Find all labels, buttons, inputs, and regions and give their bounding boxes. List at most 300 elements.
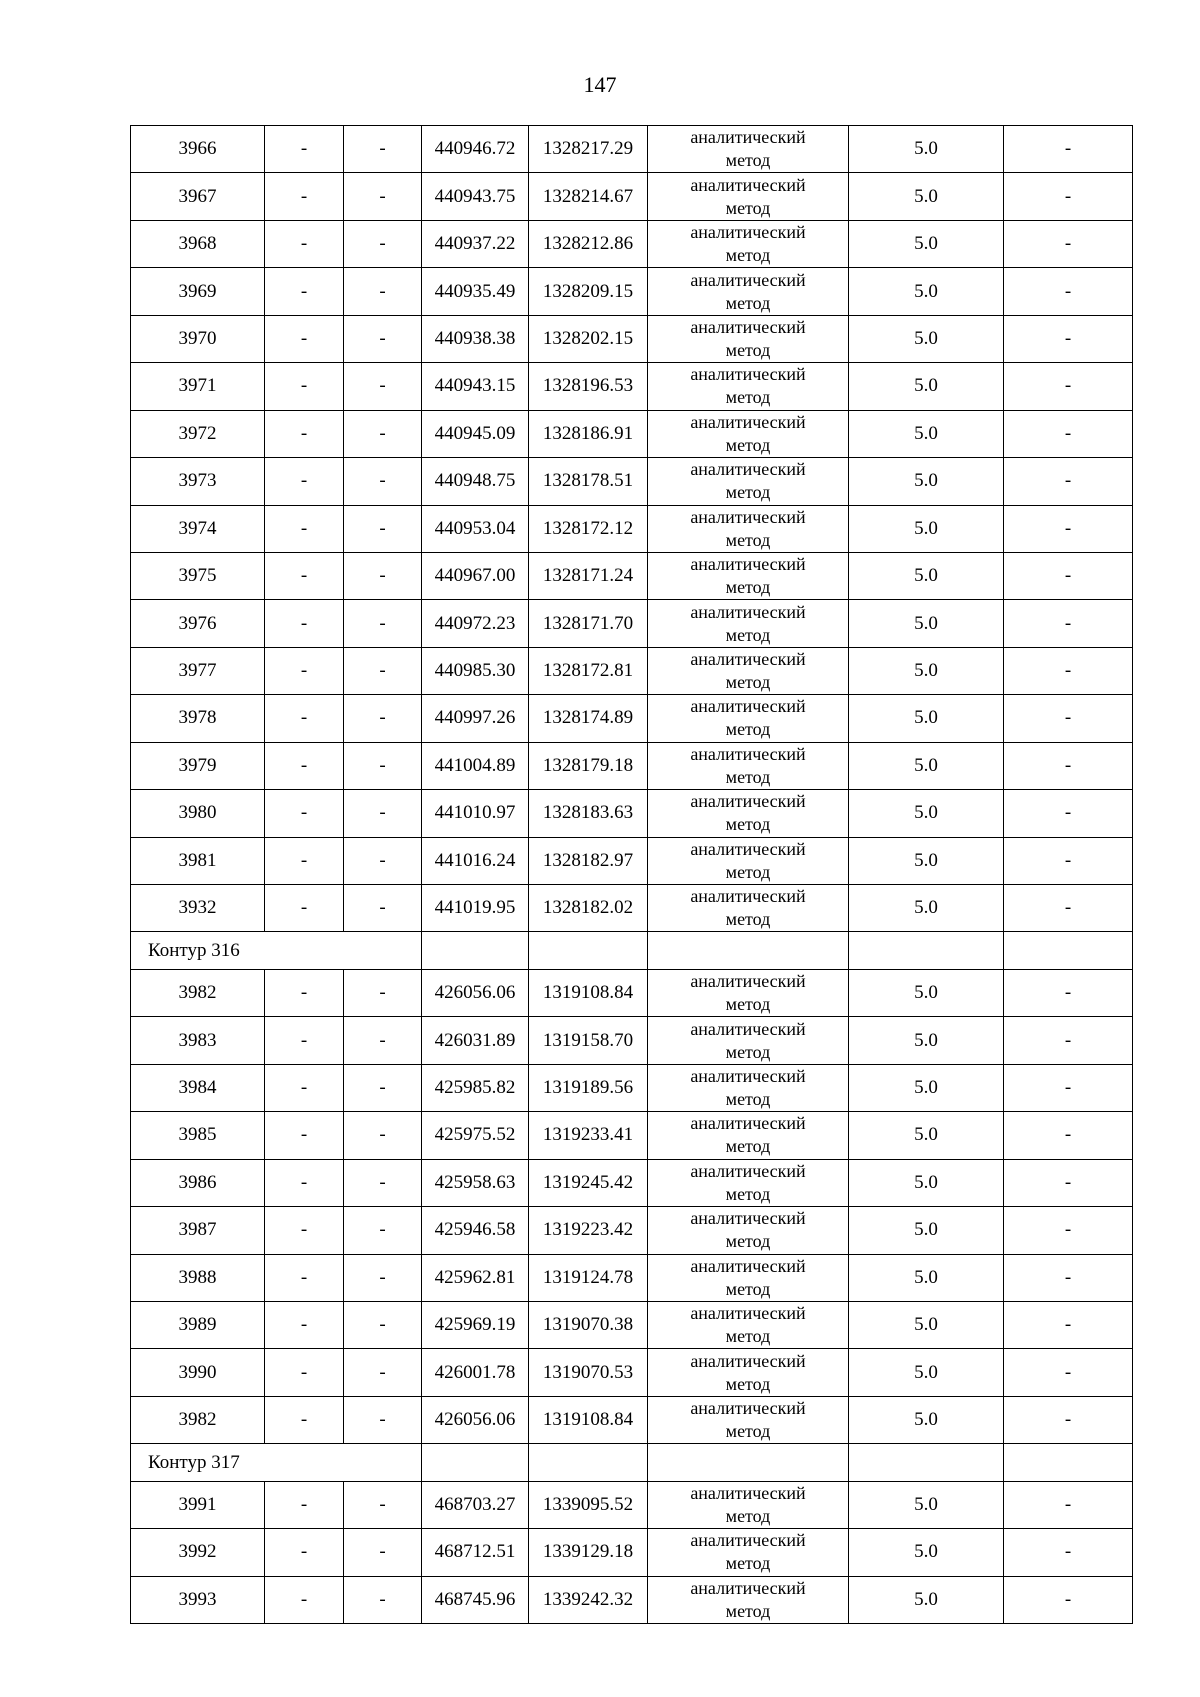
accuracy-cell: 5.0 [849, 885, 1004, 932]
accuracy-cell: 5.0 [849, 1529, 1004, 1576]
table-row [131, 505, 1133, 552]
dash-cell: - [1004, 1481, 1133, 1528]
y-coordinate-cell: 1328214.67 [529, 173, 648, 220]
dash-cell: - [1004, 885, 1133, 932]
method-line-1: аналитический [690, 886, 806, 907]
dash-cell: - [344, 1349, 422, 1396]
dash-cell: - [265, 885, 344, 932]
y-coordinate-cell: 1319233.41 [529, 1112, 648, 1159]
point-number-cell: 3973 [131, 458, 265, 505]
table-row [131, 647, 1133, 694]
method-line-2: метод [725, 672, 771, 693]
method-line-2: метод [725, 994, 771, 1015]
method-line-2: метод [725, 1278, 771, 1299]
method-line-1: аналитический [690, 696, 806, 717]
y-coordinate-cell: 1328202.15 [529, 315, 648, 362]
dash-cell: - [344, 315, 422, 362]
table-row [131, 315, 1133, 362]
y-coordinate-cell: 1319108.84 [529, 1396, 648, 1443]
dash-cell: - [1004, 220, 1133, 267]
accuracy-cell: 5.0 [849, 790, 1004, 837]
x-coordinate-cell: 440948.75 [422, 458, 529, 505]
dash-cell: - [1004, 790, 1133, 837]
dash-cell: - [344, 647, 422, 694]
x-coordinate-cell: 441004.89 [422, 742, 529, 789]
method-line-1: аналитический [690, 1350, 806, 1371]
dash-cell: - [265, 268, 344, 315]
table-row [131, 363, 1133, 410]
y-coordinate-cell: 1328171.70 [529, 600, 648, 647]
method-cell [648, 647, 849, 694]
x-coordinate-cell: 440938.38 [422, 315, 529, 362]
dash-cell: - [344, 600, 422, 647]
method-cell [648, 1159, 849, 1206]
method-line-2: метод [725, 1421, 771, 1442]
x-coordinate-cell: 426056.06 [422, 969, 529, 1016]
dash-cell: - [344, 1396, 422, 1443]
dash-cell: - [344, 1254, 422, 1301]
method-cell [648, 742, 849, 789]
dash-cell: - [344, 885, 422, 932]
method-line-1: аналитический [690, 1577, 806, 1598]
x-coordinate-cell: 468703.27 [422, 1481, 529, 1528]
method-line-2: метод [725, 1506, 771, 1527]
dash-cell: - [1004, 837, 1133, 884]
point-number-cell: 3971 [131, 363, 265, 410]
method-line-1: аналитический [690, 1255, 806, 1276]
y-coordinate-cell: 1328172.12 [529, 505, 648, 552]
dash-cell: - [265, 458, 344, 505]
method-cell [648, 173, 849, 220]
method-line-1: аналитический [690, 601, 806, 622]
dash-cell: - [265, 1017, 344, 1064]
method-cell [648, 885, 849, 932]
y-coordinate-cell: 1328174.89 [529, 695, 648, 742]
table-row [131, 1529, 1133, 1576]
x-coordinate-cell: 425975.52 [422, 1112, 529, 1159]
y-coordinate-cell: 1339242.32 [529, 1576, 648, 1623]
dash-cell: - [1004, 1302, 1133, 1349]
method-cell [648, 1302, 849, 1349]
y-coordinate-cell: 1328186.91 [529, 410, 648, 457]
accuracy-cell: 5.0 [849, 1349, 1004, 1396]
point-number-cell: 3992 [131, 1529, 265, 1576]
table-row [131, 173, 1133, 220]
table-row [131, 268, 1133, 315]
table-row [131, 1017, 1133, 1064]
dash-cell: - [1004, 410, 1133, 457]
dash-cell: - [344, 1576, 422, 1623]
method-line-1: аналитический [690, 1530, 806, 1551]
point-number-cell: 3979 [131, 742, 265, 789]
dash-cell: - [1004, 363, 1133, 410]
point-number-cell: 3988 [131, 1254, 265, 1301]
dash-cell: - [344, 1529, 422, 1576]
y-coordinate-cell: 1328182.02 [529, 885, 648, 932]
method-line-1: аналитический [690, 1303, 806, 1324]
method-line-2: метод [725, 482, 771, 503]
method-line-2: метод [725, 1326, 771, 1347]
point-number-cell: 3932 [131, 885, 265, 932]
method-line-1: аналитический [690, 649, 806, 670]
dash-cell: - [344, 790, 422, 837]
dash-cell: - [344, 742, 422, 789]
y-coordinate-cell: 1328209.15 [529, 268, 648, 315]
accuracy-cell: 5.0 [849, 1017, 1004, 1064]
method-line-1: аналитический [690, 838, 806, 859]
accuracy-cell: 5.0 [849, 1302, 1004, 1349]
dash-cell: - [1004, 1396, 1133, 1443]
dash-cell: - [265, 220, 344, 267]
table-row [131, 1302, 1133, 1349]
method-cell [648, 315, 849, 362]
method-cell [648, 1064, 849, 1111]
point-number-cell: 3976 [131, 600, 265, 647]
method-line-1: аналитический [690, 1398, 806, 1419]
table-row [131, 1396, 1133, 1443]
dash-cell: - [265, 505, 344, 552]
x-coordinate-cell: 425946.58 [422, 1207, 529, 1254]
dash-cell: - [1004, 1112, 1133, 1159]
point-number-cell: 3975 [131, 552, 265, 599]
method-line-2: метод [725, 245, 771, 266]
method-line-2: метод [725, 909, 771, 930]
table-row [131, 410, 1133, 457]
dash-cell: - [265, 969, 344, 1016]
dash-cell: - [1004, 600, 1133, 647]
table-row [131, 1207, 1133, 1254]
method-line-2: метод [725, 861, 771, 882]
point-number-cell: 3981 [131, 837, 265, 884]
table-row [131, 552, 1133, 599]
method-line-2: метод [725, 1089, 771, 1110]
empty-cell [648, 1444, 849, 1482]
method-cell [648, 363, 849, 410]
point-number-cell: 3968 [131, 220, 265, 267]
point-number-cell: 3978 [131, 695, 265, 742]
empty-cell [1004, 1444, 1133, 1482]
table-row [131, 837, 1133, 884]
dash-cell: - [265, 1112, 344, 1159]
method-cell [648, 790, 849, 837]
x-coordinate-cell: 441010.97 [422, 790, 529, 837]
y-coordinate-cell: 1328178.51 [529, 458, 648, 505]
empty-cell [529, 932, 648, 970]
point-number-cell: 3991 [131, 1481, 265, 1528]
accuracy-cell: 5.0 [849, 1064, 1004, 1111]
section-row [131, 1444, 1133, 1482]
dash-cell: - [1004, 173, 1133, 220]
accuracy-cell: 5.0 [849, 126, 1004, 173]
accuracy-cell: 5.0 [849, 220, 1004, 267]
point-number-cell: 3966 [131, 126, 265, 173]
accuracy-cell: 5.0 [849, 742, 1004, 789]
x-coordinate-cell: 468712.51 [422, 1529, 529, 1576]
dash-cell: - [344, 1159, 422, 1206]
point-number-cell: 3977 [131, 647, 265, 694]
y-coordinate-cell: 1328172.81 [529, 647, 648, 694]
x-coordinate-cell: 440943.75 [422, 173, 529, 220]
table-row [131, 1349, 1133, 1396]
dash-cell: - [265, 552, 344, 599]
dash-cell: - [265, 695, 344, 742]
dash-cell: - [344, 1064, 422, 1111]
dash-cell: - [265, 1529, 344, 1576]
y-coordinate-cell: 1339095.52 [529, 1481, 648, 1528]
table-row [131, 600, 1133, 647]
page-number: 147 [583, 72, 617, 97]
point-number-cell: 3967 [131, 173, 265, 220]
x-coordinate-cell: 425969.19 [422, 1302, 529, 1349]
method-line-2: метод [725, 197, 771, 218]
method-line-1: аналитический [690, 1208, 806, 1229]
x-coordinate-cell: 425962.81 [422, 1254, 529, 1301]
point-number-cell: 3982 [131, 1396, 265, 1443]
accuracy-cell: 5.0 [849, 1159, 1004, 1206]
x-coordinate-cell: 440937.22 [422, 220, 529, 267]
y-coordinate-cell: 1328183.63 [529, 790, 648, 837]
y-coordinate-cell: 1319108.84 [529, 969, 648, 1016]
method-line-2: метод [725, 339, 771, 360]
method-cell [648, 969, 849, 1016]
accuracy-cell: 5.0 [849, 1576, 1004, 1623]
point-number-cell: 3972 [131, 410, 265, 457]
dash-cell: - [265, 363, 344, 410]
method-line-1: аналитический [690, 459, 806, 480]
method-line-2: метод [725, 529, 771, 550]
point-number-cell: 3983 [131, 1017, 265, 1064]
dash-cell: - [265, 410, 344, 457]
dash-cell: - [265, 790, 344, 837]
dash-cell: - [344, 552, 422, 599]
empty-cell [422, 932, 529, 970]
empty-cell [849, 1444, 1004, 1482]
accuracy-cell: 5.0 [849, 315, 1004, 362]
method-cell [648, 220, 849, 267]
dash-cell: - [1004, 126, 1133, 173]
accuracy-cell: 5.0 [849, 1207, 1004, 1254]
method-cell [648, 1576, 849, 1623]
y-coordinate-cell: 1328171.24 [529, 552, 648, 599]
dash-cell: - [265, 1159, 344, 1206]
dash-cell: - [344, 410, 422, 457]
method-line-2: метод [725, 1373, 771, 1394]
y-coordinate-cell: 1319158.70 [529, 1017, 648, 1064]
method-cell [648, 1254, 849, 1301]
method-line-2: метод [725, 766, 771, 787]
method-line-2: метод [725, 292, 771, 313]
method-line-1: аналитический [690, 1018, 806, 1039]
table-row [131, 1112, 1133, 1159]
method-line-2: метод [725, 624, 771, 645]
method-cell [648, 126, 849, 173]
x-coordinate-cell: 425958.63 [422, 1159, 529, 1206]
dash-cell: - [1004, 742, 1133, 789]
table-row [131, 1064, 1133, 1111]
accuracy-cell: 5.0 [849, 647, 1004, 694]
point-number-cell: 3984 [131, 1064, 265, 1111]
dash-cell: - [1004, 1159, 1133, 1206]
dash-cell: - [1004, 695, 1133, 742]
accuracy-cell: 5.0 [849, 695, 1004, 742]
method-line-2: метод [725, 719, 771, 740]
dash-cell: - [344, 220, 422, 267]
dash-cell: - [344, 505, 422, 552]
table-row [131, 1481, 1133, 1528]
method-cell [648, 1349, 849, 1396]
dash-cell: - [1004, 1207, 1133, 1254]
method-cell [648, 268, 849, 315]
method-cell [648, 1112, 849, 1159]
y-coordinate-cell: 1319223.42 [529, 1207, 648, 1254]
method-cell [648, 505, 849, 552]
dash-cell: - [265, 837, 344, 884]
x-coordinate-cell: 426031.89 [422, 1017, 529, 1064]
method-cell [648, 837, 849, 884]
dash-cell: - [265, 600, 344, 647]
method-line-2: метод [725, 1041, 771, 1062]
dash-cell: - [1004, 268, 1133, 315]
method-cell [648, 1017, 849, 1064]
method-line-1: аналитический [690, 506, 806, 527]
dash-cell: - [344, 458, 422, 505]
y-coordinate-cell: 1319124.78 [529, 1254, 648, 1301]
dash-cell: - [344, 268, 422, 315]
section-row [131, 932, 1133, 970]
dash-cell: - [344, 1112, 422, 1159]
y-coordinate-cell: 1319245.42 [529, 1159, 648, 1206]
dash-cell: - [1004, 647, 1133, 694]
accuracy-cell: 5.0 [849, 173, 1004, 220]
x-coordinate-cell: 440943.15 [422, 363, 529, 410]
table-row [131, 458, 1133, 505]
dash-cell: - [1004, 315, 1133, 362]
point-number-cell: 3986 [131, 1159, 265, 1206]
dash-cell: - [344, 1017, 422, 1064]
method-line-1: аналитический [690, 1483, 806, 1504]
x-coordinate-cell: 426001.78 [422, 1349, 529, 1396]
method-line-2: метод [725, 1183, 771, 1204]
point-number-cell: 3985 [131, 1112, 265, 1159]
x-coordinate-cell: 440972.23 [422, 600, 529, 647]
point-number-cell: 3974 [131, 505, 265, 552]
accuracy-cell: 5.0 [849, 1396, 1004, 1443]
method-cell [648, 1529, 849, 1576]
method-line-2: метод [725, 814, 771, 835]
point-number-cell: 3989 [131, 1302, 265, 1349]
dash-cell: - [265, 1207, 344, 1254]
point-number-cell: 3980 [131, 790, 265, 837]
dash-cell: - [265, 1349, 344, 1396]
table-row [131, 969, 1133, 1016]
method-line-2: метод [725, 1231, 771, 1252]
accuracy-cell: 5.0 [849, 505, 1004, 552]
method-line-1: аналитический [690, 554, 806, 575]
method-line-1: аналитический [690, 1066, 806, 1087]
dash-cell: - [344, 126, 422, 173]
point-number-cell: 3987 [131, 1207, 265, 1254]
x-coordinate-cell: 440935.49 [422, 268, 529, 315]
table-row [131, 695, 1133, 742]
accuracy-cell: 5.0 [849, 552, 1004, 599]
dash-cell: - [1004, 1529, 1133, 1576]
x-coordinate-cell: 440945.09 [422, 410, 529, 457]
dash-cell: - [344, 969, 422, 1016]
y-coordinate-cell: 1328217.29 [529, 126, 648, 173]
method-line-1: аналитический [690, 1160, 806, 1181]
dash-cell: - [344, 1481, 422, 1528]
dash-cell: - [344, 695, 422, 742]
section-label: Контур 316 [131, 932, 422, 970]
method-cell [648, 600, 849, 647]
dash-cell: - [1004, 505, 1133, 552]
table-row [131, 1576, 1133, 1623]
dash-cell: - [344, 1207, 422, 1254]
table-row [131, 1254, 1133, 1301]
dash-cell: - [344, 363, 422, 410]
dash-cell: - [265, 1576, 344, 1623]
dash-cell: - [344, 837, 422, 884]
method-cell [648, 1396, 849, 1443]
dash-cell: - [1004, 1254, 1133, 1301]
x-coordinate-cell: 468745.96 [422, 1576, 529, 1623]
method-cell [648, 410, 849, 457]
method-line-1: аналитический [690, 411, 806, 432]
y-coordinate-cell: 1328182.97 [529, 837, 648, 884]
method-line-2: метод [725, 1553, 771, 1574]
empty-cell [529, 1444, 648, 1482]
method-line-2: метод [725, 1136, 771, 1157]
method-line-2: метод [725, 1600, 771, 1621]
x-coordinate-cell: 426056.06 [422, 1396, 529, 1443]
method-cell [648, 552, 849, 599]
dash-cell: - [1004, 969, 1133, 1016]
method-line-2: метод [725, 434, 771, 455]
method-line-1: аналитический [690, 743, 806, 764]
method-line-1: аналитический [690, 1113, 806, 1134]
accuracy-cell: 5.0 [849, 1254, 1004, 1301]
empty-cell [648, 932, 849, 970]
accuracy-cell: 5.0 [849, 1481, 1004, 1528]
dash-cell: - [344, 173, 422, 220]
dash-cell: - [1004, 1064, 1133, 1111]
y-coordinate-cell: 1328179.18 [529, 742, 648, 789]
dash-cell: - [265, 173, 344, 220]
dash-cell: - [265, 742, 344, 789]
y-coordinate-cell: 1319070.38 [529, 1302, 648, 1349]
dash-cell: - [265, 1396, 344, 1443]
dash-cell: - [1004, 458, 1133, 505]
x-coordinate-cell: 440946.72 [422, 126, 529, 173]
dash-cell: - [1004, 1349, 1133, 1396]
dash-cell: - [1004, 1017, 1133, 1064]
table-row [131, 1159, 1133, 1206]
x-coordinate-cell: 440997.26 [422, 695, 529, 742]
table-row [131, 742, 1133, 789]
accuracy-cell: 5.0 [849, 600, 1004, 647]
accuracy-cell: 5.0 [849, 1112, 1004, 1159]
accuracy-cell: 5.0 [849, 458, 1004, 505]
empty-cell [1004, 932, 1133, 970]
x-coordinate-cell: 440967.00 [422, 552, 529, 599]
method-cell [648, 1481, 849, 1528]
coordinates-table [130, 125, 1133, 1624]
accuracy-cell: 5.0 [849, 410, 1004, 457]
table-row [131, 220, 1133, 267]
table-row [131, 126, 1133, 173]
method-cell [648, 695, 849, 742]
y-coordinate-cell: 1328196.53 [529, 363, 648, 410]
